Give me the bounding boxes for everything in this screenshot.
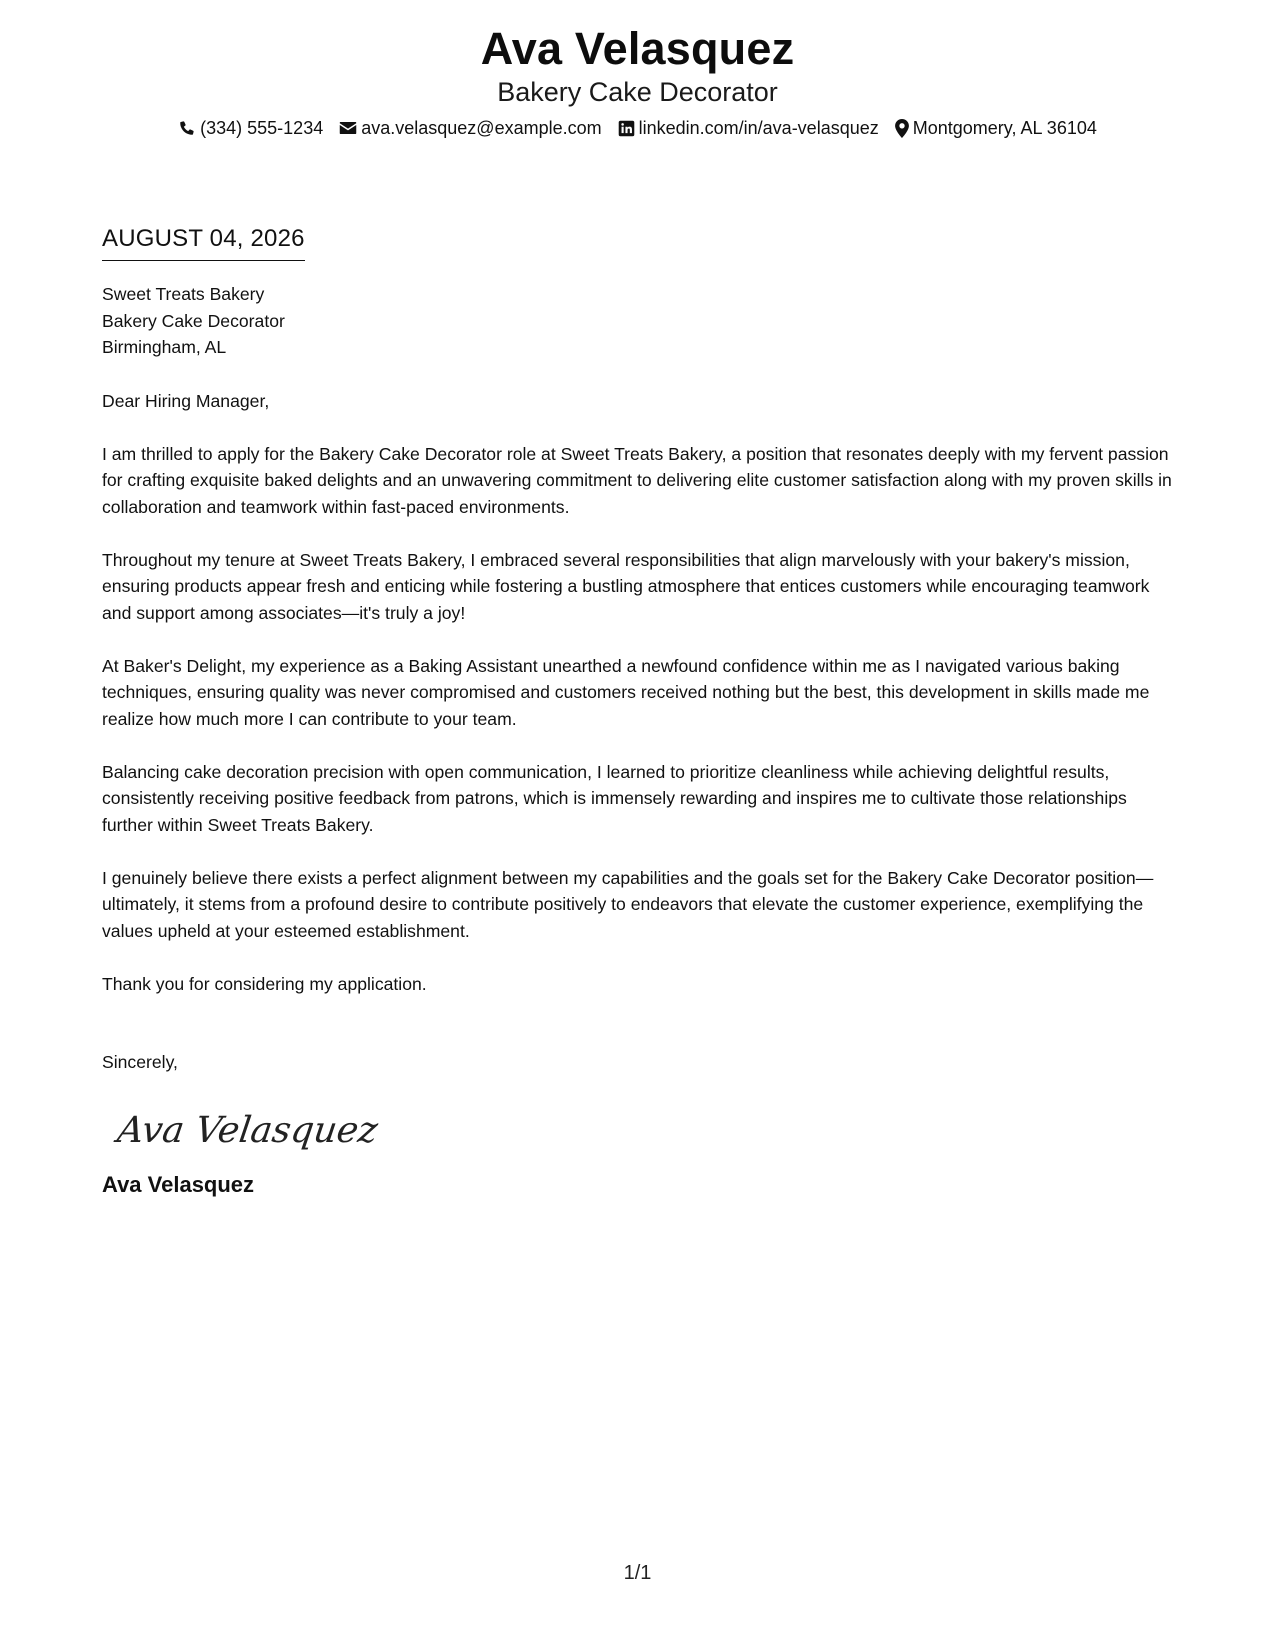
salutation: Dear Hiring Manager, bbox=[102, 390, 270, 411]
linkedin-icon bbox=[618, 120, 635, 137]
page-number: 1/1 bbox=[623, 1562, 652, 1584]
signature-script: Ava Velasquez bbox=[114, 1107, 381, 1151]
contact-location bbox=[895, 117, 1097, 139]
body-paragraph: At Baker's Delight, my experience as a Baking Assistant unearthed a newfound confidence within me as I navigated various baking techniques, ensuring quality was never compromised and customers received nothing but the best, this development in skills made me realize how much more I can contribute to your team. bbox=[102, 655, 1150, 729]
map-pin-icon bbox=[895, 119, 909, 138]
letter-date: AUGUST 04, 2026 bbox=[102, 224, 305, 261]
body-paragraph: Balancing cake decoration precision with open communication, I learned to prioritize cleanliness while achieving delightful results, consistently receiving positive feedback from patrons, which is immensely rewarding and inspires me to cultivate those relationships further within Sweet Treats Bakery. bbox=[102, 761, 1127, 835]
envelope-icon bbox=[339, 120, 357, 136]
letter-header bbox=[0, 22, 1275, 139]
signature-image bbox=[114, 1100, 381, 1160]
contact-phone bbox=[178, 117, 323, 139]
body-paragraph: I am thrilled to apply for the Bakery Cake Decorator role at Sweet Treats Bakery, a position that resonates deeply with my fervent passion for crafting exquisite baked delights and an unwavering commitment to delivering elite customer satisfaction along with my proven skills in collaboration and teamwork within fast-paced environments. bbox=[102, 443, 1172, 517]
applicant-title: Bakery Cake Decorator bbox=[497, 77, 778, 107]
recipient-location: Birmingham, AL bbox=[102, 337, 227, 357]
recipient-position: Bakery Cake Decorator bbox=[102, 310, 285, 331]
closing-line: Thank you for considering my application. bbox=[102, 973, 427, 994]
contact-bar bbox=[0, 117, 1275, 139]
signoff: Sincerely, bbox=[102, 1052, 178, 1072]
linkedin-text[interactable]: linkedin.com/in/ava-velasquez bbox=[638, 118, 879, 138]
contact-linkedin[interactable] bbox=[618, 117, 879, 139]
recipient-company: Sweet Treats Bakery bbox=[102, 284, 265, 304]
location-text: Montgomery, AL 36104 bbox=[912, 118, 1097, 138]
signer-name: Ava Velasquez bbox=[102, 1171, 255, 1197]
letter-body bbox=[102, 224, 1182, 1200]
contact-email[interactable] bbox=[339, 117, 601, 139]
applicant-name: Ava Velasquez bbox=[480, 23, 795, 74]
recipient-block bbox=[102, 281, 1182, 361]
email-text[interactable]: ava.velasquez@example.com bbox=[361, 118, 602, 138]
phone-icon bbox=[178, 119, 196, 137]
body-paragraph: Throughout my tenure at Sweet Treats Bakery, I embraced several responsibilities that align marvelously with your bakery's mission, ensuring products appear fresh and enticing while fostering a bustling atmosphere that entices customers while encouraging teamwork and support among associates—it's truly a joy! bbox=[102, 549, 1150, 623]
phone-text: (334) 555-1234 bbox=[200, 118, 324, 138]
body-paragraph: I genuinely believe there exists a perfect alignment between my capabilities and the goals set for the Bakery Cake Decorator position—ultimately, it stems from a profound desire to contribute positively to endeavors that elevate the customer experience, exemplifying the values upheld at your esteemed establishment. bbox=[102, 867, 1154, 941]
